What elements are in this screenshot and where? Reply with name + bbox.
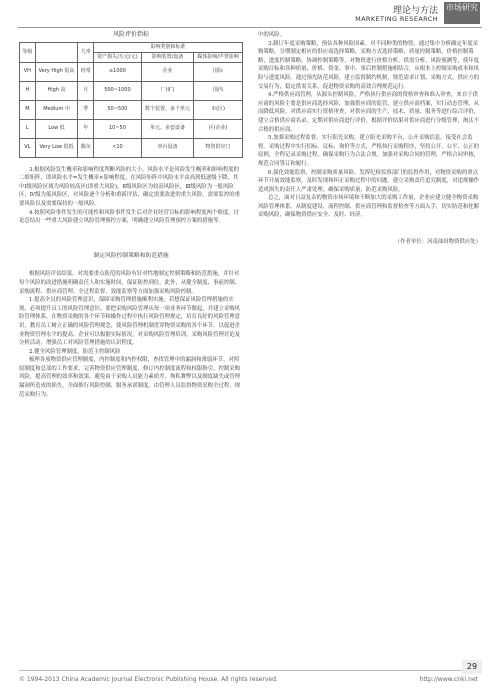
table-row xyxy=(20,62,243,81)
header-probability: 几率 xyxy=(78,42,94,62)
cell-probability: 月 xyxy=(78,81,94,100)
cell-level-desc: Very High 很高 xyxy=(35,62,78,81)
footer-divider xyxy=(19,670,481,671)
left-column xyxy=(19,31,243,399)
cell-cost: 10~50 xyxy=(94,119,142,138)
body-paragraph: 6.强化效能监察，控制采购质量风险。发挥纪检监察部门的监督作用，对物资采购的重点环节开展效能监察，及时发现和纠正采购过程中的问题。建立采购责任追究制度，对违规操作造成损失的责任人严肃处理，确保采购质量，防范采购风险。 xyxy=(258,169,480,193)
cell-probability: 经常 xyxy=(78,62,94,81)
cell-level-desc: Very Low 很低 xyxy=(35,138,78,157)
cell-level: M xyxy=(20,100,36,119)
right-column xyxy=(258,31,481,247)
cell-scope: 数个装置、多个单元 xyxy=(141,100,193,119)
cell-reputation: 市(区) xyxy=(194,100,243,119)
header-cost: 资产损失/万元(元) xyxy=(94,52,142,62)
journal-section-subtitle: MARKETING RESEARCH xyxy=(355,15,438,23)
body-paragraph: 3.制订年度采购策略，预估各种风险因素。对不同种类的物资，通过集中分析确定年度采购策略。分期制定相应的供应商选择策略，采购方式选择策略，质量控制策略，价格控制策略，进度控制策略，协调控制策略等，对物资进行价格分析，供需分析，风险预测等，使年度采购目标和各种质量、价格、资金、事中、事后控制措施相结合，从根本上控制采购成本和风险与进度风险。通过预先防范风险，建立监督制约机制，规范需求计划、采购方式、供应方的交易行为，稳定供需关系，促进物资采购的高效合理规范运行。 xyxy=(258,40,480,90)
cell-scope: 企业 xyxy=(141,62,193,81)
copyright-notice: © 1994-2013 China Academic Journal Electronic Publishing House. All rights reserved. xyxy=(19,676,278,683)
table-row xyxy=(20,138,243,157)
body-paragraph: 梳理各项物资供应管理制度，内控制度和内控权限，查找管理中的漏洞和薄弱环节，对照原制度和总部的工作要求，完善物资供应管理制度，修订内控制度流程和权限指引，控制采购风险，提高管理的效率和效果，避免由于采购人员能力素质差，徇私舞弊以及制度缺失或管理漏洞所造成的损失。全面推行风险控制、服务承诺制度，由管理人员监督物资采购全过程，规范采购行为。 xyxy=(19,357,241,398)
body-paragraph: 5.加强采购过程监督，实行阳光采购。建立阳光采购平台，公开采购信息，接受社会监督。采购过程中实行招标、议标、询价等方式，严格执行采购程序，坚持公开、公平、公正的原则，全程记录采购过程，确保采购行为合法合规。加强对采购合同的管理，严格合同审核，规范合同签订和履行。 xyxy=(258,135,480,167)
body-paragraph: 3.根据风险发生概率和影响程度判断风险的大小。风险水平是风险发生概率和影响程度的二维矩阵，即风险水平=发生概率×影响程度。在风险矩阵中风险水平由高到低逐级下降，其中Ⅰ级风险区域为风险较高区(即重大风险)，Ⅱ级风险区为较高风险区，Ⅲ级风险为一般风险区，Ⅳ级为低风险区，对风险逐个分析和重新评估，确定需要改进的重大风险，需要监控的重要风险以及需要保持的一般风险。 xyxy=(19,166,241,207)
cell-probability: 偶尔 xyxy=(78,138,94,157)
body-paragraph: 4.按照风险事件发生的可能性和风险事件发生后对企业经营目标的影响程度两个维度，讨论总结出一些重大风险建立风险管理预控方案，明确建立风险管理预控方案的措施等。 xyxy=(19,209,239,225)
table-row xyxy=(20,81,243,100)
cell-reputation: 区(企业) xyxy=(194,119,243,138)
cell-level: L xyxy=(20,119,36,138)
page-number: 29 xyxy=(462,660,482,674)
cell-reputation: 物资供应门 xyxy=(194,138,243,157)
cell-level-desc: Medium 中 xyxy=(35,100,78,119)
author-affiliation: （作者单位：河南油田物资供应处） xyxy=(394,239,481,246)
table-header-row xyxy=(20,42,243,52)
cell-cost: ≥1000 xyxy=(94,62,142,81)
header-level: 等级 xyxy=(20,42,36,62)
cell-level: VH xyxy=(20,62,36,81)
table-title: 风险评价指标 xyxy=(112,31,149,38)
cell-level-desc: Low 低 xyxy=(35,119,78,138)
journal-logo: 市场研究 xyxy=(444,2,480,24)
website-link[interactable]: http://www.cnki.net xyxy=(419,676,478,683)
table-row xyxy=(20,100,243,119)
header-scope: 影响装置/设备 xyxy=(141,52,193,62)
risk-evaluation-table xyxy=(19,42,243,158)
body-paragraph: 总之，面对日益复杂的物资市场环境和不断加大的采购工作量，企业应建立健全物资采购风险管理体系，从制度建设、流程控制、供应商管理和监督检查等方面入手，切实防范和化解采购风险，确保物资供应安全、及时、经济。 xyxy=(258,195,480,219)
body-paragraph: 4.严格供应商管理，从源头控制风险。严格执行供应商的资格审查和准入审查，来自于供应商的风险主要是供应商选择风险，加强供应商的监管，建立供应商档案，实行动态管理，从而降低风险。对供应商实行资格审查，对供应商的生产、技术、质量、服务等进行综合评价，建立合格供应商名录。定期对供应商进行评价，根据评价结果对供应商进行分级管理，淘汰不合格的供应商。 xyxy=(258,92,480,133)
header-divider xyxy=(18,27,482,28)
cell-level-desc: High 高 xyxy=(35,81,78,100)
cell-probability: 年 xyxy=(78,119,94,138)
cell-probability: 季 xyxy=(78,100,94,119)
cell-scope: 单台设备 xyxy=(141,138,193,157)
body-paragraph: 中的风险。 xyxy=(258,32,285,38)
page-header xyxy=(0,0,500,28)
section-heading: 制定风险控制策略和防范措施 xyxy=(93,252,169,259)
cell-cost: 50~500 xyxy=(94,100,142,119)
cell-cost: <10 xyxy=(94,138,142,157)
cell-level: H xyxy=(20,81,36,100)
cell-cost: 500~1000 xyxy=(94,81,142,100)
cell-scope: 单元、多套设备 xyxy=(141,119,193,138)
cell-level: VL xyxy=(20,138,36,157)
header-level-desc xyxy=(35,42,78,62)
cell-reputation: 国际 xyxy=(194,62,243,81)
header-impact-group: 影响类别和标准 xyxy=(94,42,243,52)
body-paragraph: 1.提高全员的风险管理意识，保障采购管理措施顺利实施。若想保证风险管理措施的实现，必须提升员工的风险管理意识。要把采购风险管理从每一项业务环节做起，并建立采购风险管理体系，在物资采购的各个环节和操作过程中执行风险管理规定，培育良好的风险管理意识，教育员工树立正确的风险管理观念，使风险管理机制贯穿物资采购的各个环节，以促进企业物资管理水平的提高。企业可以根据实际情况，对采购风险管理培训，采购风险管理讨论及分析活动，增强员工对风险管理措施的认识程度。 xyxy=(19,297,241,347)
subheading-paragraph: 2.健全风险管理制度，防范主控制风险 xyxy=(29,348,121,355)
cell-scope: 厂(矿) xyxy=(141,81,193,100)
body-paragraph: 根据风险评估结果，对需要重点防范的风险有针对性地制定控制策略和防范措施，并针对每个风险的改进措施明确责任人和实施时间，保证防控到位。此外，从健全制度、事前控制、采购流程、供应商管理、全过程监督、效能监察等方面加强采购风险控制。 xyxy=(19,271,241,295)
journal-section-title: 理论与方法 xyxy=(392,6,438,16)
table-row xyxy=(20,119,243,138)
header-reputation: 媒体影响/声誉影响 xyxy=(194,52,243,62)
cell-reputation: 国内 xyxy=(194,81,243,100)
